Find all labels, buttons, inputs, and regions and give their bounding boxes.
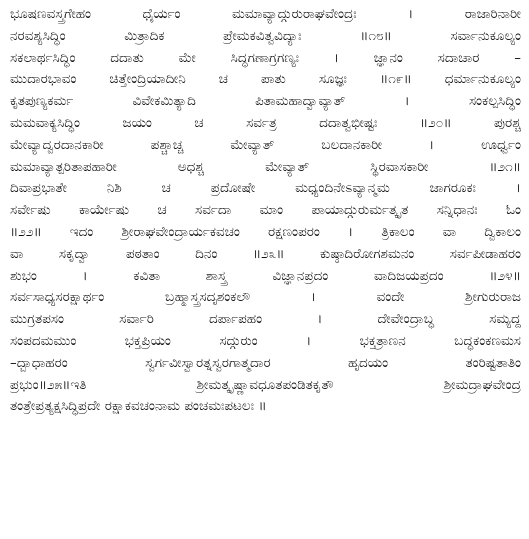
kannada-text-block — [10, 4, 521, 418]
text-line-8: ಮಮಾವ್ಯಾತ್ಪರಿತಾಪಹಾರೀ ಅಧಶ್ಚ ಮೇವ್ಯಾತ್ ಸ್ಥಿರವಾಸಕಾರೀ ॥೨೧॥ — [10, 159, 521, 175]
text-line-3: ಸಕಲಾರ್ಥಸಿದ್ಧಿಂ ದದಾತು ಮೇ ಸಿದ್ಧಗಣಾಗ್ರಗಣ್ಯಃ । ಜ್ಞಾನಂ ಸದಾಚಾರ – — [10, 50, 521, 66]
text-line-10: ಸರ್ವೇಷು ಕಾರ್ಯೇಷು ಚ ಸರ್ವದಾ ಮಾಂ ಪಾಯಾದ್ಗುರುರ್ಮತ್ಕೃತ ಸನ್ನಿಧಾನಃ ಓಂ — [10, 203, 521, 219]
text-line-18: ಪ್ರಭುಂ॥೨೫॥ಇತಿ ಶ್ರೀಮತ್ಕೃಷ್ಣಾವಧೂತಪಂಡಿತಕೃತೌ ಶ್ರೀಮದ್ರಾಘವೇಂದ್ರ — [10, 377, 521, 393]
text-line-5: ಕೃತಪುಣ್ಯಕರ್ಮ ವಿವೇಕಮಿತ್ಯಾದಿ ಪಿತಾಮಹಾದ್ವಾವ್ಯಾತ್ । ಸಂಕಲ್ಪಸಿದ್ಧಿಂ — [10, 94, 521, 110]
text-line-1: ಭೂಷಣವಸ್ತ್ರಗೇಹಂ ಧೈರ್ಯಂ ಮಮಾವ್ಯಾದ್ಗುರುರಾಘವೇಂದ್ರಃ । ರಾಜಾರಿನಾರೀ — [10, 7, 521, 22]
text-line-19: ತಂತ್ರೇಪ್ರತ್ಯಕ್ಷಸಿದ್ಧಿಪ್ರದೇ ರಕ್ಷಾಕವಚಂನಾಮ ಪಂಚಮಃಪಟಲಃ ॥ — [10, 399, 267, 415]
text-line-2: ನರವಶ್ಯಸಿದ್ಧಿಂ ಮಿತ್ರಾದಿಕ ಪ್ರೇಮಕವಿತ್ವವಿದ್ಯಾಃ ॥೧೮॥ ಸರ್ವಾನುಕೂಲ್ಯಂ — [10, 28, 521, 44]
text-line-7: ಮೇವ್ಯಾದ್ವರದಾನಕಾರೀ ಪಶ್ಚಾಚ್ಚ ಮೇವ್ಯಾತ್ ಬಲದಾನಕಾರೀ । ಊರ್ಧ್ವಂ — [10, 137, 521, 153]
text-line-16: ಸಂಪದಮಮುಂ ಭಕ್ತಪ್ರಿಯಂ ಸದ್ಗುರುಂ । ಭಕ್ತತ್ರಾಣನ ಬದ್ಧಕಂಕಣಮಸ — [10, 333, 521, 349]
text-line-9: ದಿವಾಪ್ರಭಾತೇ ನಿಶಿ ಚ ಪ್ರದೋಷೇ ಮಧ್ಯಂದಿನೇಽವ್ಯಾನ್ಮಮ ಜಾಗರೂಕಃ । — [10, 181, 521, 197]
text-line-4: ಮುದಾರಭಾವಂ ಚಿತ್ತೇಂದ್ರಿಯಾದೀನಿ ಚ ಪಾತು ಸೂಜ್ಞಃ ॥೧೯॥ ಧರ್ಮಾನುಕೂಲ್ಯಂ — [10, 72, 521, 88]
text-line-15: ಮುಗ್ರತಪಸಂ ಸರ್ವಾರಿ ದರ್ಪಾಪಹಂ । ದೇವೇಂದ್ರಾಬ್ಧ ಸಮ್ಯದ್ದ — [10, 312, 521, 328]
text-line-11: ॥೨೨॥ ಇದಂ ಶ್ರೀರಾಘವೇಂದ್ರಾರ್ಯಕವಚಂ ರಕ್ಷಣಂಪರಂ । ತ್ರಿಕಾಲಂ ವಾ ದ್ವಿಕಾಲಂ — [10, 224, 521, 240]
text-line-14: ಸರ್ವಸಾಧ್ಯಸರಕ್ಷಾರ್ಥಂ ಬ್ರಹ್ಮಾಸ್ತ್ರಸದೃಶಂಕಲೌ । ವಂದೇ ಶ್ರೀಗುರುರಾಜ — [10, 290, 521, 306]
text-line-12: ವಾ ಸಕೃದ್ವಾ ಪಠತಾಂ ದಿನಂ ॥೨೩॥ ಕುಷ್ಠಾದಿರೋಗಶಮನಂ ಸರ್ವಪೀಡಾಹರಂ — [10, 246, 521, 262]
text-line-13: ಶುಭಂ । ಕವಿತಾ ಶಾಸ್ತ್ರ ವಿಜ್ಞಾನಪ್ರದಂ ವಾದಿಜಯಪ್ರದಂ ॥೨೪॥ — [10, 268, 521, 284]
text-line-6: ಮಮವಾಕ್ಯಸಿದ್ಧಿಂ ಜಯಂ ಚ ಸರ್ವತ್ರ ದದಾತ್ವಭೀಷ್ಟಃ ॥೨೦॥ ಪುರಶ್ಚ — [10, 115, 521, 131]
text-line-17: –ದ್ಬಾಧಾಹರಂ ಸ್ವರ್ಗವೀಸ್ವಾರತ್ನಸ್ವರಗಾತ್ಮದಾರ ಹೃದಯಂ ತಂರಿಷ್ಟತಾತಿಂ — [10, 355, 521, 371]
